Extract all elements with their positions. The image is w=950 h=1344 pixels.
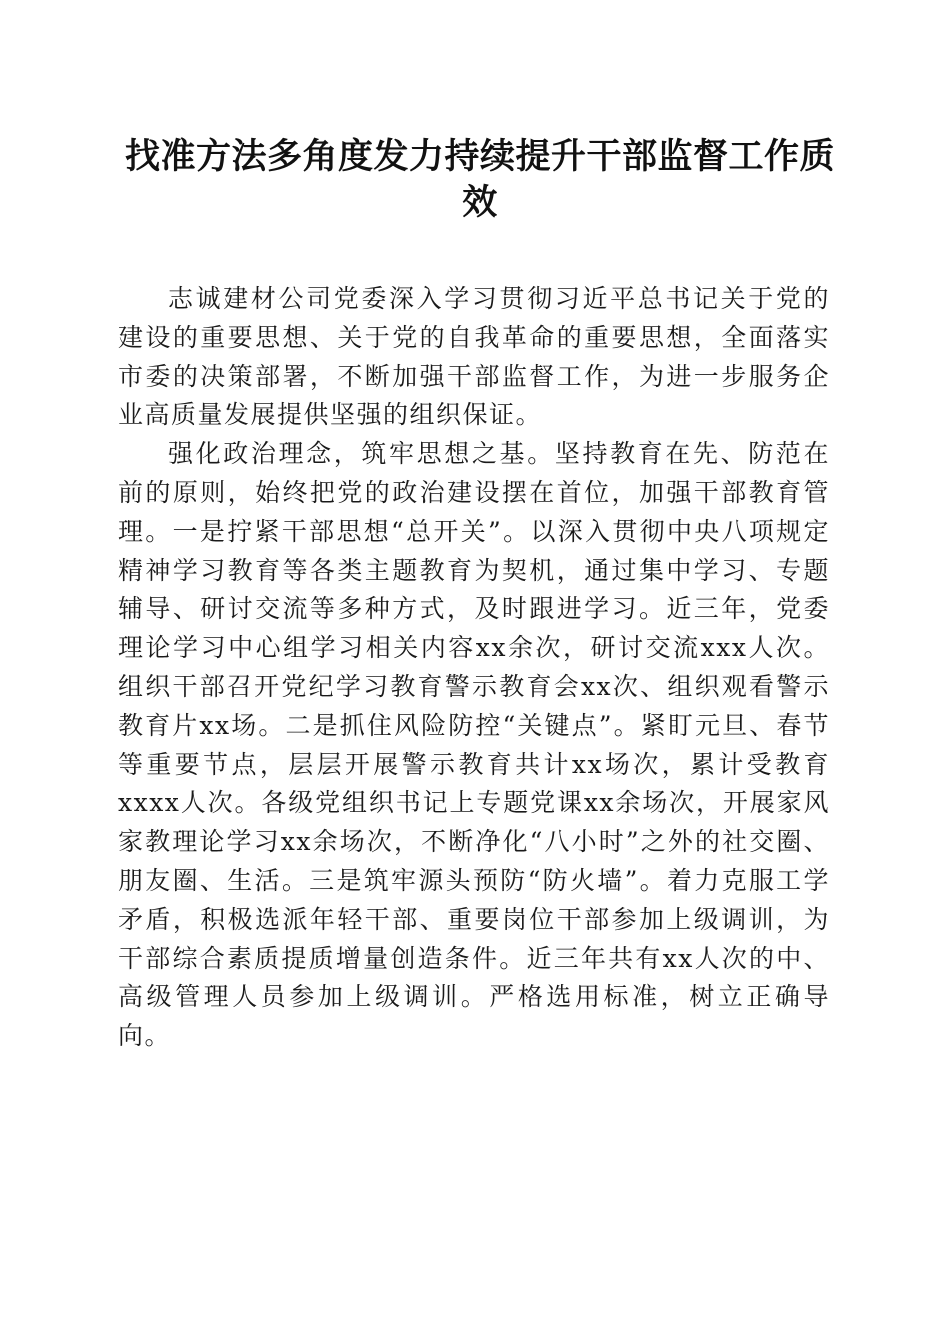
document-title: 找准方法多角度发力持续提升干部监督工作质效 [124, 136, 835, 223]
paragraph-intro: 志诚建材公司党委深入学习贯彻习近平总书记关于党的建设的重要思想、关于党的自我革命的重要思想，全面落实市委的决策部署，不断加强干部监督工作，为进一步服务企业高质量发展提供坚强的组织保证。 [118, 284, 830, 430]
paragraph-political-education: 强化政治理念，筑牢思想之基。坚持教育在先、防范在前的原则，始终把党的政治建设摆在首位，加强干部教育管理。一是拧紧干部思想“总开关”。以深入贯彻中央八项规定精神学习教育等各类主题教育为契机，通过集中学习、专题辅导、研讨交流等多种方式，及时跟进学习。近三年，党委理论学习中心组学习相关内容xx余次，研讨交流xxx人次。组织干部召开党纪学习教育警示教育会xx次、组织观看警示教育片xx场。二是抓住风险防控“关键点”。紧盯元旦、春节等重要节点，层层开展警示教育共计xx场次，累计受教育xxxx人次。各级党组织书记上专题党课xx余场次，开展家风家教理论学习xx余场次，不断净化“八小时”之外的社交圈、朋友圈、生活。三是筑牢源头预防“防火墙”。着力克服工学矛盾，积极选派年轻干部、重要岗位干部参加上级调训，为干部综合素质提质增量创造条件。近三年共有xx人次的中、高级管理人员参加上级调训。严格选用标准，树立正确导向。 [118, 439, 830, 1051]
document-body [118, 280, 830, 1056]
